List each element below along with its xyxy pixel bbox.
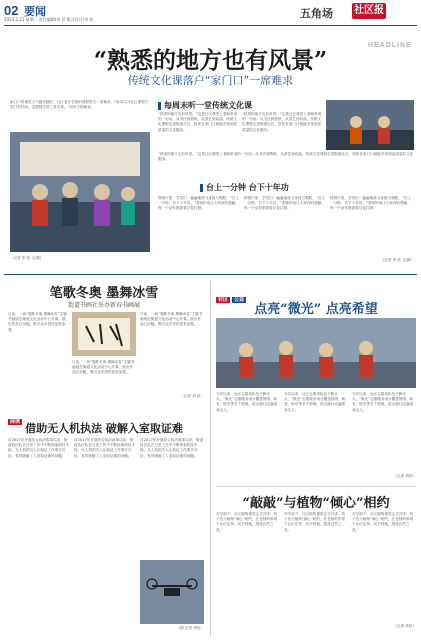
- brush-title: 笔歌冬奥 墨舞冰雪: [49, 286, 159, 301]
- community-body-a: 今年以来，社区志愿者队伍不断壮大，“微光”志愿服务项目覆盖帮困、助老、助学等多个领域，用点滴行动温暖身边人。: [216, 392, 278, 412]
- drone-photo: [140, 560, 204, 624]
- brush-body-a: 日前，一场“笔歌冬奥 墨舞冰雪”主题书画展在街道文化活动中心开幕，展出作品百余幅，吸引众多居民前来参观。: [8, 312, 67, 332]
- drone-byline: （图 记者 李欣）: [176, 626, 204, 630]
- brush-byline: （记者 刘 萍）: [180, 394, 204, 398]
- lead-photo-caption: （记者 李 欣 文/摄）: [10, 256, 44, 260]
- lead-byline: （记者 李 欣 文/摄）: [380, 258, 414, 262]
- brush-body-b: 日前，一场“笔歌冬奥 墨舞冰雪”主题书画展在街道文化活动中心开幕，展出作品百余幅，吸引众多居民前来参观。: [140, 312, 203, 327]
- lead-title: “熟悉的地方也有风景”: [93, 47, 328, 74]
- plant-body-c: 开学前夕，社区植物课堂正式开讲。孩子们与植物“倾心”相约，在老师的带领下认识花草、动手种植，感受自然之美。: [352, 512, 414, 532]
- drone-tag: 阅读: [10, 419, 21, 425]
- community-body-c: 今年以来，社区志愿者队伍不断壮大，“微光”志愿服务项目覆盖帮困、助老、助学等多个领域，用点滴行动温暖身边人。: [352, 392, 414, 412]
- community-title: 点亮“微光” 点亮希望: [254, 302, 378, 317]
- drone-body-c: 自2017年开展综合执法改革以来，街道执法队在日常工作中不断探索科技手段，无人机的引入让取证工作事半功倍，有效破解了入室取证难的问题。: [140, 438, 204, 458]
- lead-body-1b: “熟悉的地方也有风景。”这是社区课堂上老师常说的一句话。从书法到剪纸，从茶艺到戏曲，传统文化课程走进街道社区，居民在家门口就能享受到高质量的文化服务。: [242, 112, 322, 132]
- lead-body-2a: 排练厅里，学员们一遍遍地练习身段与唱腔。“台上一分钟，台下十年功。”老师的话让大家深有感触，每一个动作都需要反复打磨。: [158, 196, 239, 211]
- date-line: 2023.2.21 星期二 责任编辑/刘 萍 版式设计/李 欣: [4, 17, 94, 22]
- lead-subhead-1: 每周末听一堂传统文化课: [158, 100, 318, 111]
- performance-photo-icon: [326, 100, 414, 150]
- lead-subtitle: 传统文化课落户“家门口”一席难求: [127, 74, 294, 87]
- masthead: [0, 0, 421, 26]
- lead-body-2b: 排练厅里，学员们一遍遍地练习身段与唱腔。“台上一分钟，台下十年功。”老师的话让大家深有感触，每一个动作都需要反复打磨。: [244, 196, 325, 211]
- masthead-divider: [4, 25, 417, 26]
- plant-body-a: 开学前夕，社区植物课堂正式开讲。孩子们与植物“倾心”相约，在老师的带领下认识花草、动手种植，感受自然之美。: [216, 512, 278, 532]
- column-divider: [210, 280, 211, 636]
- lead-body-1: “熟悉的地方也有风景。”这是社区课堂上老师常说的一句话。从书法到剪纸，从茶艺到戏曲，传统文化课程走进街道社区，居民在家门口就能享受到高质量的文化服务。: [158, 112, 238, 132]
- headline-label: HEADLINE: [368, 42, 412, 49]
- drone-body-a: 自2017年开展综合执法改革以来，街道执法队在日常工作中不断探索科技手段，无人机的引入让取证工作事半功倍，有效破解了入室取证难的问题。: [8, 438, 70, 458]
- lead-intro: 家门口的课堂人气越来越旺，社区老年学校的课程报名一席难求。“原本以为社区课程只是打发时间，没想到学到了真本事。”居民王阿姨说。: [10, 100, 149, 110]
- paper-name: 五角场: [300, 7, 333, 20]
- lead-photo: [10, 132, 150, 252]
- plant-body-b: 开学前夕，社区植物课堂正式开讲。孩子们与植物“倾心”相约，在老师的带领下认识花草、动手种植，感受自然之美。: [284, 512, 346, 532]
- plant-title: “敲敲”与植物“倾心”相约: [242, 496, 390, 511]
- community-photo: [216, 318, 416, 388]
- drone-body-b: 自2017年开展综合执法改革以来，街道执法队在日常工作中不断探索科技手段，无人机的引入让取证工作事半功倍，有效破解了入室取证难的问题。: [74, 438, 136, 458]
- volunteers-photo-icon: [216, 318, 416, 388]
- section-bar-icon: [158, 102, 161, 110]
- calligraphy-photo-icon: [72, 312, 136, 356]
- plant-divider: [216, 486, 416, 487]
- lead-body-2-intro: “熟悉的地方也有风景。”这是社区课堂上老师常说的一句话。从书法到剪纸，从茶艺到戏曲，传统文化课程走进街道社区，居民在家门口就能享受到高质量的文化服务。: [158, 152, 414, 162]
- lead-subhead-2: 台上一分钟 台下十年功: [200, 182, 380, 193]
- paper-logo: 社区报: [352, 3, 386, 19]
- lead-body-2c: 排练厅里，学员们一遍遍地练习身段与唱腔。“台上一分钟，台下十年功。”老师的话让大家深有感触，每一个动作都需要反复打磨。: [330, 196, 411, 211]
- classroom-photo-icon: [10, 132, 150, 252]
- community-tag: 社区 公益: [218, 297, 245, 303]
- lead-side-photo: [326, 100, 414, 150]
- section-divider: [4, 274, 417, 275]
- page-number: 02: [4, 3, 19, 18]
- brush-photo-1: [72, 312, 136, 356]
- brush-deck: 街道书画社举办新春书画展: [67, 302, 140, 309]
- community-byline: （记者 刘萍）: [393, 474, 416, 478]
- plant-byline: （记者 李欣）: [393, 624, 416, 628]
- drone-photo-icon: [140, 560, 204, 624]
- drone-title: 借助无人机执法 破解入室取证难: [25, 422, 183, 435]
- brush-body-c: 日前，一场“笔歌冬奥 墨舞冰雪”主题书画展在街道文化活动中心开幕，展出作品百余幅，吸引众多居民前来参观。: [72, 360, 135, 375]
- community-body-b: 今年以来，社区志愿者队伍不断壮大，“微光”志愿服务项目覆盖帮困、助老、助学等多个领域，用点滴行动温暖身边人。: [284, 392, 346, 412]
- section-bar-icon: [200, 184, 203, 192]
- section-name: 要闻: [24, 5, 46, 18]
